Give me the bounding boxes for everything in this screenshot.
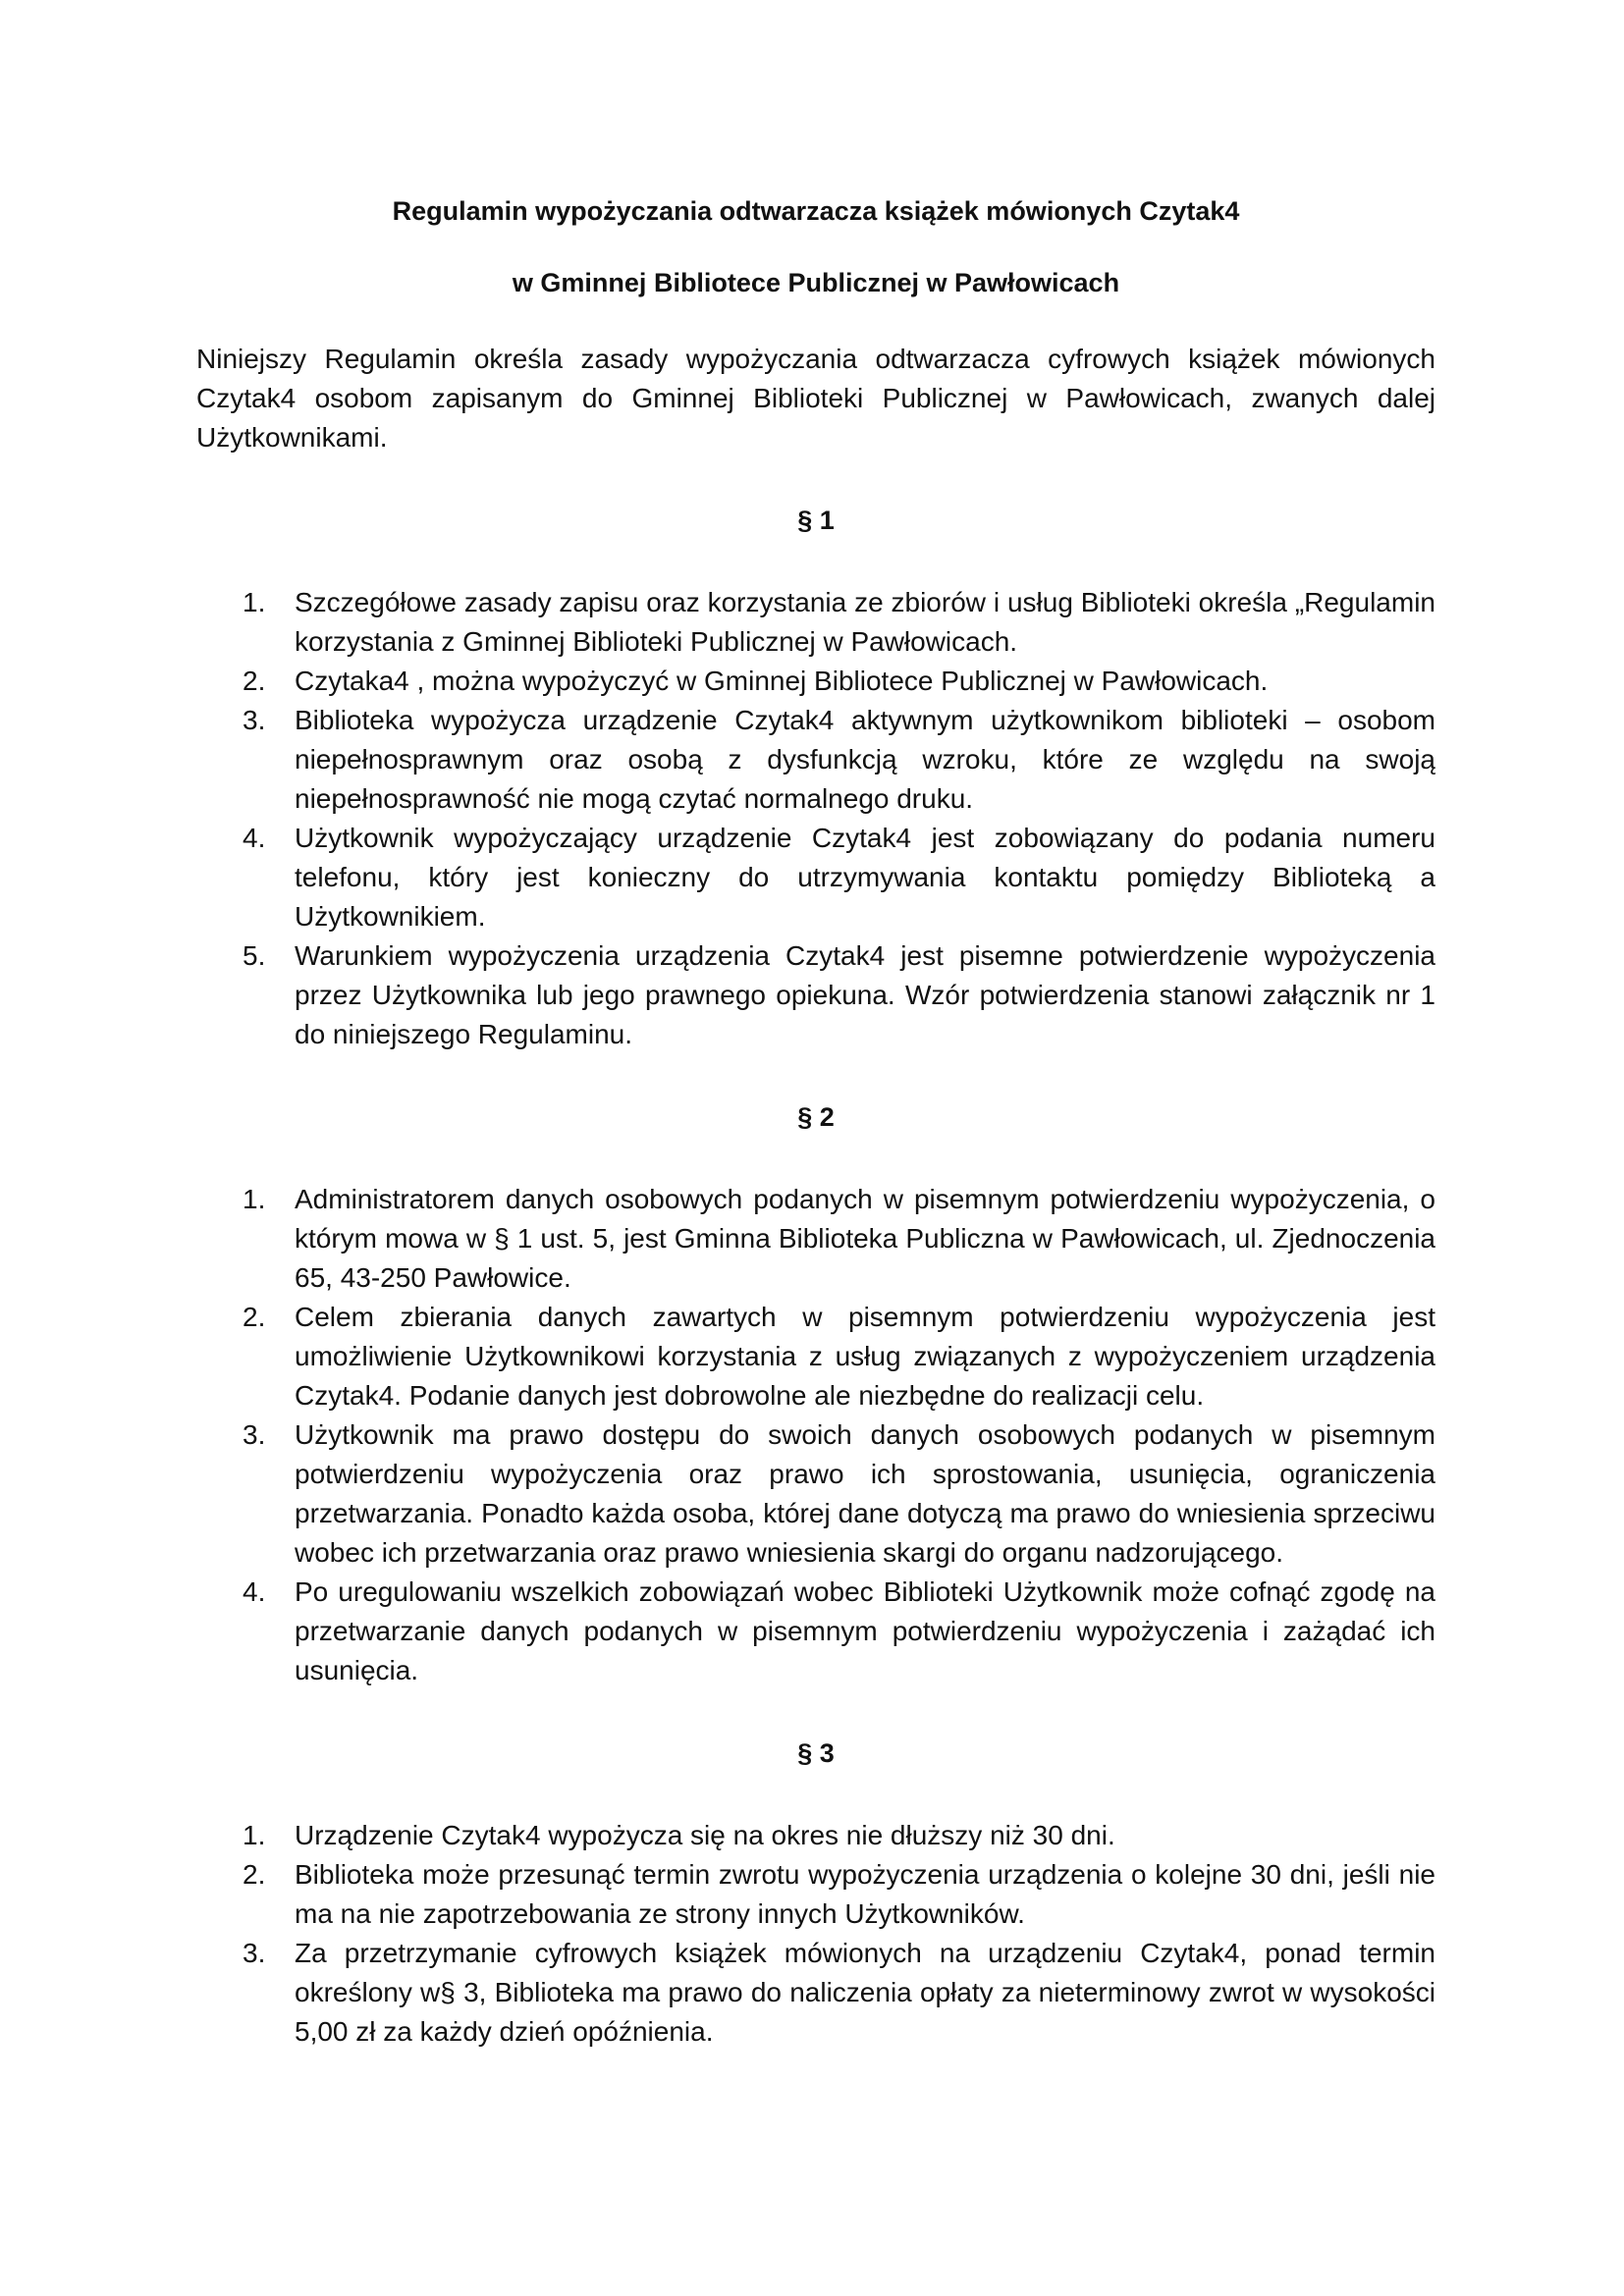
item-number: 1. bbox=[243, 1820, 266, 1850]
item-text: Biblioteka może przesunąć termin zwrotu wypożyczenia urządzenia o kolejne 30 dni, jeśli nie ma na nie zapotrzebowania ze strony innych Użytkowników. bbox=[295, 1859, 1435, 1929]
list-item bbox=[196, 936, 1435, 1054]
section-list bbox=[196, 1816, 1435, 2052]
item-number: 5. bbox=[243, 940, 266, 971]
list-item bbox=[196, 1180, 1435, 1298]
section-heading: § 3 bbox=[797, 1738, 835, 1768]
item-number: 3. bbox=[243, 1419, 266, 1450]
item-number: 4. bbox=[243, 1576, 266, 1607]
item-text: Szczegółowe zasady zapisu oraz korzystania ze zbiorów i usług Biblioteki określa „Regulamin korzystania z Gminnej Biblioteki Publicznej w Pawłowicach. bbox=[295, 587, 1435, 657]
list-item bbox=[196, 1573, 1435, 1690]
section-heading: § 1 bbox=[797, 506, 835, 535]
item-text: Za przetrzymanie cyfrowych książek mówionych na urządzeniu Czytak4, ponad termin określony w§ 3, Biblioteka ma prawo do naliczenia opłaty za nieterminowy zwrot w wysokości 5,00 zł za każdy dzień opóźnienia. bbox=[295, 1938, 1435, 2047]
document-page bbox=[196, 191, 1435, 2052]
section-list bbox=[196, 583, 1435, 1054]
list-item bbox=[196, 819, 1435, 936]
item-number: 2. bbox=[243, 666, 266, 696]
item-text: Biblioteka wypożycza urządzenie Czytak4 aktywnym użytkownikom biblioteki – osobom niepełnosprawnym oraz osobą z dysfunkcją wzroku, które ze względu na swoją niepełnosprawność nie mogą czytać normalnego druku. bbox=[295, 705, 1435, 814]
section-2 bbox=[196, 1097, 1435, 1690]
item-text: Użytkownik wypożyczający urządzenie Czytak4 jest zobowiązany do podania numeru telefonu, który jest konieczny do utrzymywania kontaktu pomiędzy Biblioteką a Użytkownikiem. bbox=[295, 823, 1435, 932]
list-item bbox=[196, 662, 1435, 701]
document-subtitle: w Gminnej Bibliotece Publicznej w Pawłowicach bbox=[512, 268, 1120, 297]
intro-paragraph: Niniejszy Regulamin określa zasady wypożyczania odtwarzacza cyfrowych książek mówionych Czytak4 osobom zapisanym do Gminnej Biblioteki Publicznej w Pawłowicach, zwanych dalej Użytkownikami. bbox=[196, 344, 1435, 453]
item-number: 1. bbox=[243, 1184, 266, 1214]
list-item bbox=[196, 1415, 1435, 1573]
item-number: 4. bbox=[243, 823, 266, 853]
list-item bbox=[196, 1855, 1435, 1934]
item-number: 2. bbox=[243, 1859, 266, 1890]
list-item bbox=[196, 1934, 1435, 2052]
section-list bbox=[196, 1180, 1435, 1690]
section-1 bbox=[196, 501, 1435, 1054]
item-text: Celem zbierania danych zawartych w pisemnym potwierdzeniu wypożyczenia jest umożliwienie Użytkownikowi korzystania z usług związanych z wypożyczeniem urządzenia Czytak4. Podanie danych jest dobrowolne ale niezbędne do realizacji celu. bbox=[295, 1302, 1435, 1411]
list-item bbox=[196, 701, 1435, 819]
item-text: Po uregulowaniu wszelkich zobowiązań wobec Biblioteki Użytkownik może cofnąć zgodę na przetwarzanie danych podanych w pisemnym potwierdzeniu wypożyczenia i zażądać ich usunięcia. bbox=[295, 1576, 1435, 1685]
item-number: 2. bbox=[243, 1302, 266, 1332]
item-number: 3. bbox=[243, 705, 266, 735]
document-title: Regulamin wypożyczania odtwarzacza książek mówionych Czytak4 bbox=[392, 196, 1240, 226]
section-3 bbox=[196, 1734, 1435, 2052]
item-number: 3. bbox=[243, 1938, 266, 1968]
section-heading: § 2 bbox=[797, 1102, 835, 1132]
item-text: Warunkiem wypożyczenia urządzenia Czytak4 jest pisemne potwierdzenie wypożyczenia przez Użytkownika lub jego prawnego opiekuna. Wzór potwierdzenia stanowi załącznik nr 1 do niniejszego Regulaminu. bbox=[295, 940, 1435, 1049]
list-item bbox=[196, 583, 1435, 662]
list-item bbox=[196, 1816, 1435, 1855]
item-number: 1. bbox=[243, 587, 266, 617]
item-text: Administratorem danych osobowych podanych w pisemnym potwierdzeniu wypożyczenia, o którym mowa w § 1 ust. 5, jest Gminna Biblioteka Publiczna w Pawłowicach, ul. Zjednoczenia 65, 43-250 Pawłowice. bbox=[295, 1184, 1435, 1293]
item-text: Czytaka4 , można wypożyczyć w Gminnej Bibliotece Publicznej w Pawłowicach. bbox=[295, 666, 1269, 696]
item-text: Użytkownik ma prawo dostępu do swoich danych osobowych podanych w pisemnym potwierdzeniu wypożyczenia oraz prawo ich sprostowania, usunięcia, ograniczenia przetwarzania. Ponadto każda osoba, której dane dotyczą ma prawo do wniesienia sprzeciwu wobec ich przetwarzania oraz prawo wniesienia skargi do organu nadzorującego. bbox=[295, 1419, 1435, 1568]
item-text: Urządzenie Czytak4 wypożycza się na okres nie dłuższy niż 30 dni. bbox=[295, 1820, 1115, 1850]
list-item bbox=[196, 1298, 1435, 1415]
